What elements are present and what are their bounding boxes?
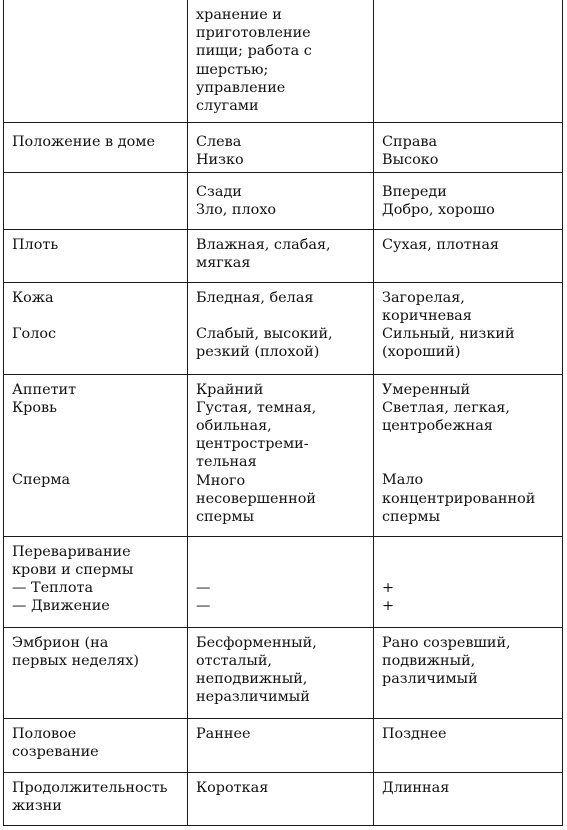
table-row-puberty [4, 718, 563, 772]
cell-text-line: Кожа [12, 289, 54, 306]
cell-text-line: Переваривание [12, 543, 131, 560]
row-label-cell [4, 229, 188, 282]
cell-text-line: слугами [196, 98, 259, 115]
cell-text-line [382, 543, 556, 561]
cell-text-line: тельная [196, 454, 257, 471]
cell-text-line: хранение и [196, 7, 282, 23]
cell-text-line: различимый [382, 670, 478, 687]
cell-text-line: Сперма [12, 472, 71, 489]
cell-text-line: Густая, темная, [196, 399, 317, 416]
cell-text-line: — Теплота [12, 579, 94, 596]
cell-text-line: Эмбрион (на [12, 634, 109, 651]
cell-text-line [196, 561, 367, 579]
cell-text-line: Крайний [196, 381, 264, 398]
right-column-cell [374, 229, 563, 282]
cell-text-line: обильная, [196, 417, 272, 434]
right-column-cell [374, 122, 563, 172]
left-column-cell [188, 627, 374, 718]
left-column-cell [188, 122, 374, 172]
row-label-cell [4, 0, 188, 122]
table-row-appetite-blood-sperm [4, 374, 563, 536]
table-body [4, 0, 563, 825]
row-label-cell [4, 718, 188, 772]
cell-text-line: Аппетит [12, 381, 77, 398]
cell-text-line: управление [196, 79, 286, 96]
cell-text-line: — [196, 598, 211, 615]
cell-text-line: Продолжительность [12, 779, 168, 796]
cell-text-line: резкий (плохой) [196, 344, 320, 361]
cell-text-line: неразличимый [196, 689, 310, 706]
cell-text-line: подвижный, [382, 652, 476, 669]
table-row-digestion [4, 536, 563, 627]
cell-text-line: Половое [12, 725, 77, 742]
cell-text-line: Влажная, слабая, [196, 236, 331, 253]
cell-text-line [12, 453, 181, 471]
cell-text-line: Сзади [196, 183, 242, 200]
row-label-cell [4, 374, 188, 536]
cell-text-line: Сильный, низкий [382, 325, 515, 342]
cell-text-line: Слабый, высокий, [196, 325, 333, 342]
cell-text-line: Сухая, плотная [382, 236, 500, 253]
table-row-flesh [4, 229, 563, 282]
cell-text-line: первых неделях) [12, 652, 140, 669]
cell-text-line [196, 543, 367, 561]
left-column-cell [188, 536, 374, 627]
cell-text-line [382, 453, 556, 471]
table-row-lifespan [4, 772, 563, 825]
cell-text-line: Слева [196, 133, 242, 150]
cell-text-line: Светлая, легкая, [382, 399, 510, 416]
right-column-cell [374, 282, 563, 374]
cell-text-line: Плоть [12, 236, 59, 253]
cell-text-line: концентрированной [382, 490, 536, 507]
right-column-cell [374, 374, 563, 536]
cell-text-line: созревание [12, 743, 99, 760]
cell-text-line: Кровь [12, 399, 57, 416]
left-column-cell [188, 0, 374, 122]
row-label-cell [4, 772, 188, 825]
left-column-cell [188, 229, 374, 282]
cell-text-line: шерстью; [196, 61, 269, 78]
cell-text-line: Загорелая, [382, 289, 465, 306]
cell-text-line: центробежная [382, 417, 493, 434]
comparison-table [3, 0, 563, 826]
cell-text-line [12, 435, 181, 453]
cell-text-line: Мало [382, 472, 424, 489]
cell-text-line: спермы [196, 508, 255, 525]
cell-text-line: Добро, хорошо [382, 201, 495, 218]
right-column-cell [374, 536, 563, 627]
cell-text-line: + [382, 598, 395, 615]
cell-text-line: Высоко [382, 151, 439, 168]
cell-text-line: Бесформенный, [196, 634, 317, 651]
left-column-cell [188, 374, 374, 536]
cell-text-line: — [196, 579, 211, 596]
row-label-cell [4, 536, 188, 627]
cell-text-line: Длинная [382, 779, 450, 796]
cell-text-line: Низко [196, 151, 244, 168]
cell-text-line [12, 417, 181, 435]
right-column-cell [374, 718, 563, 772]
right-column-cell [374, 0, 563, 122]
cell-text-line: Много [196, 472, 246, 489]
cell-text-line [196, 307, 367, 325]
row-label-cell [4, 172, 188, 229]
cell-text-line: центростреми- [196, 436, 309, 453]
cell-text-line: Позднее [382, 725, 447, 742]
cell-text-line: спермы [382, 508, 441, 525]
cell-text-line: Короткая [196, 779, 269, 796]
cell-text-line: крови и спермы [12, 561, 134, 578]
cell-text-line: мягкая [196, 254, 251, 271]
left-column-cell [188, 172, 374, 229]
table-row-embryo [4, 627, 563, 718]
cell-text-line: Положение в доме [12, 133, 155, 150]
cell-text-line: неподвижный, [196, 670, 308, 687]
left-column-cell [188, 718, 374, 772]
table-row-skin-voice [4, 282, 563, 374]
cell-text-line [12, 307, 181, 325]
cell-text-line [382, 435, 556, 453]
left-column-cell [188, 772, 374, 825]
cell-text-line: Рано созревший, [382, 634, 511, 651]
right-column-cell [374, 172, 563, 229]
cell-text-line [382, 561, 556, 579]
cell-text-line: Справа [382, 133, 438, 150]
cell-text-line: жизни [12, 797, 62, 814]
cell-text-line: Голос [12, 325, 57, 342]
cell-text-line: Раннее [196, 725, 251, 742]
cell-text-line: (хороший) [382, 344, 461, 361]
cell-text-line: Зло, плохо [196, 201, 277, 218]
cell-text-line: пищи; работа с [196, 43, 312, 60]
cell-text-line: несовершенной [196, 490, 316, 507]
cell-text-line: приготовление [196, 25, 311, 42]
cell-text-line: коричневая [382, 307, 472, 324]
table-row-household-duties [4, 0, 563, 122]
cell-text-line: Умеренный [382, 381, 471, 398]
right-column-cell [374, 772, 563, 825]
left-column-cell [188, 282, 374, 374]
cell-text-line: отсталый, [196, 652, 272, 669]
row-label-cell [4, 122, 188, 172]
right-column-cell [374, 627, 563, 718]
table-row-position-in-house [4, 122, 563, 172]
row-label-cell [4, 627, 188, 718]
cell-text-line: — Движение [12, 598, 110, 615]
cell-text-line: + [382, 579, 395, 596]
cell-text-line: Впереди [382, 183, 447, 200]
cell-text-line: Бледная, белая [196, 289, 314, 306]
row-label-cell [4, 282, 188, 374]
table-row-position-front-back [4, 172, 563, 229]
